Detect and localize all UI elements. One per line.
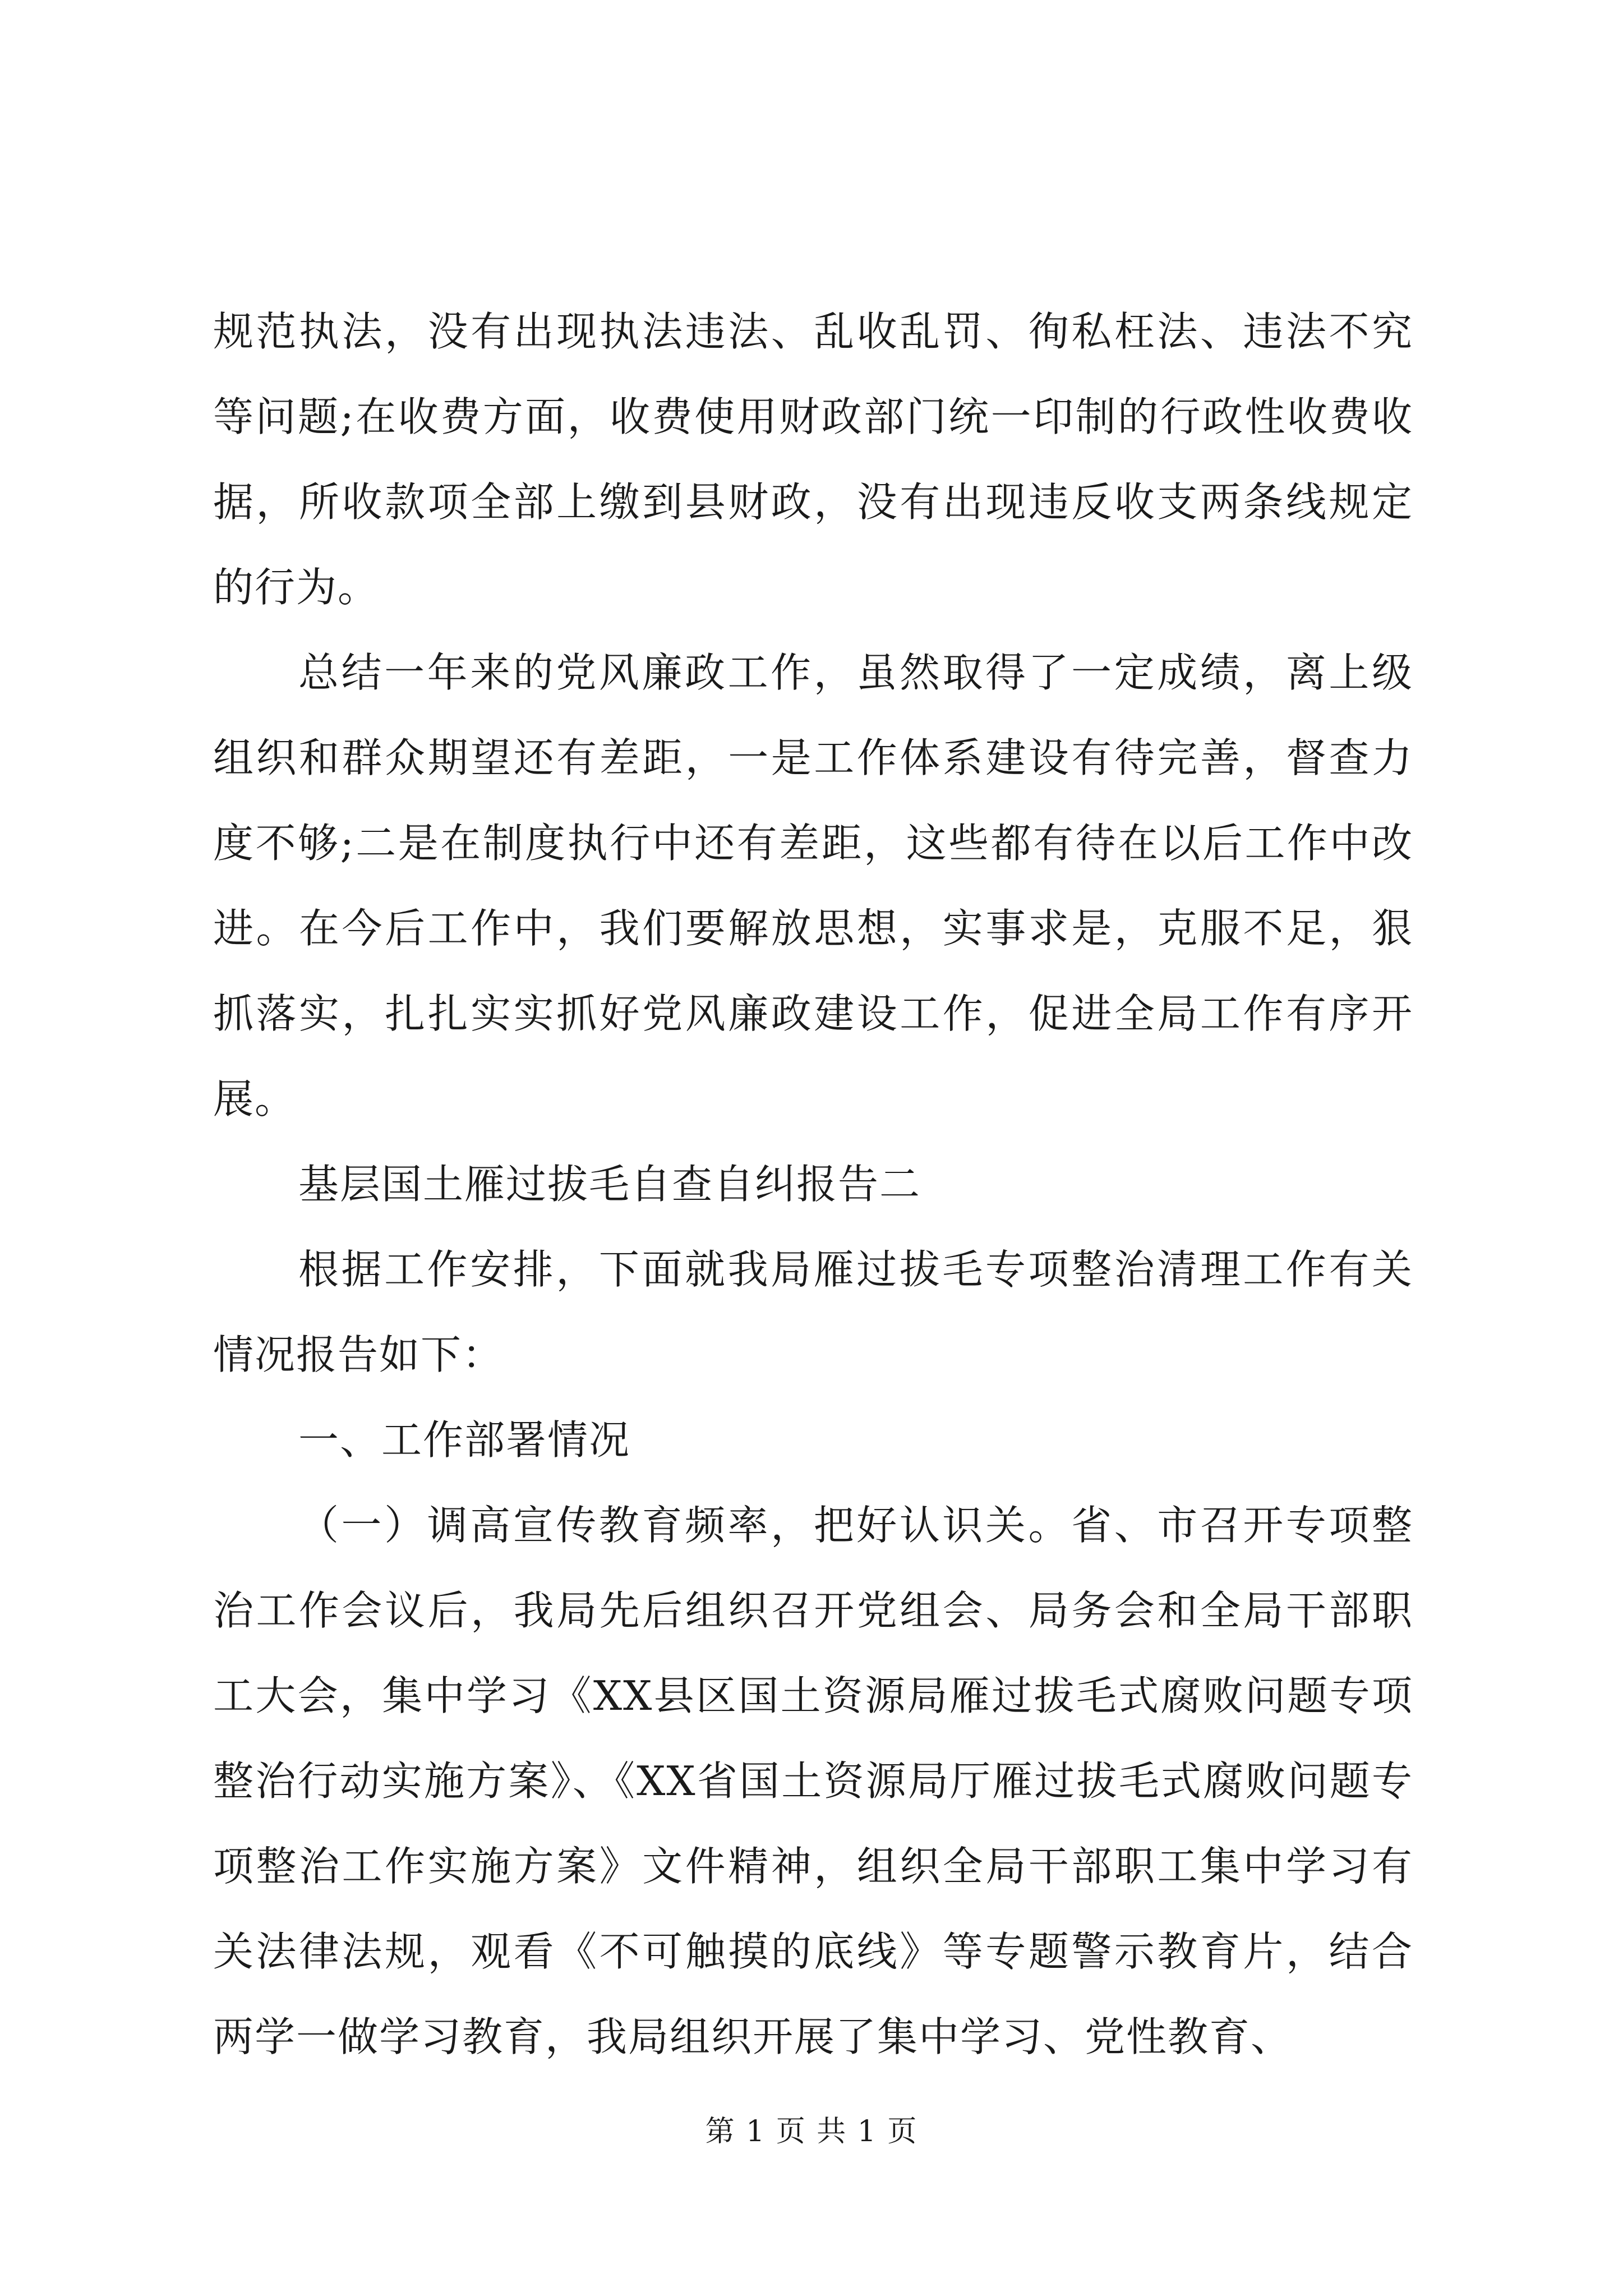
paragraph-1: 规范执法，没有出现执法违法、乱收乱罚、徇私枉法、违法不究等问题;在收费方面，收费使用财政部门统一印制的行政性收费收据，所收款项全部上缴到县财政，没有出现违反收支两条线规定的行为。 [213,308,1413,611]
page-footer: 第 1 页 共 1 页 [705,2115,918,2148]
paragraph-2: 总结一年来的党风廉政工作，虽然取得了一定成绩，离上级组织和群众期望还有差距，一是工作体系建设有待完善，督查力度不够;二是在制度执行中还有差距，这些都有待在以后工作中改进。在今后工作中，我们要解放思想，实事求是，克服不足，狠抓落实，扎扎实实抓好党风廉政建设工作，促进全局工作有序开展。 [213,649,1413,1122]
section-title: 基层国土雁过拔毛自查自纠报告二 [298,1161,921,1208]
section-heading: 一、工作部署情况 [298,1416,631,1464]
paragraph-4: （一）调高宣传教育频率，把好认识关。省、市召开专项整治工作会议后，我局先后组织召开党组会、局务会和全局干部职工大会，集中学习《XX县区国土资源局雁过拔毛式腐败问题专项整治行动实施方案》、《XX省国土资源局厅雁过拔毛式腐败问题专项整治工作实施方案》文件精神，组织全局干部职工集中学习有关法律法规，观看《不可触摸的底线》等专题警示教育片，结合两学一做学习教育，我局组织开展了集中学习、党性教育、 [213,1502,1413,2060]
document-body [213,289,1413,2079]
paragraph-3: 根据工作安排，下面就我局雁过拔毛专项整治清理工作有关情况报告如下： [213,1246,1413,1378]
